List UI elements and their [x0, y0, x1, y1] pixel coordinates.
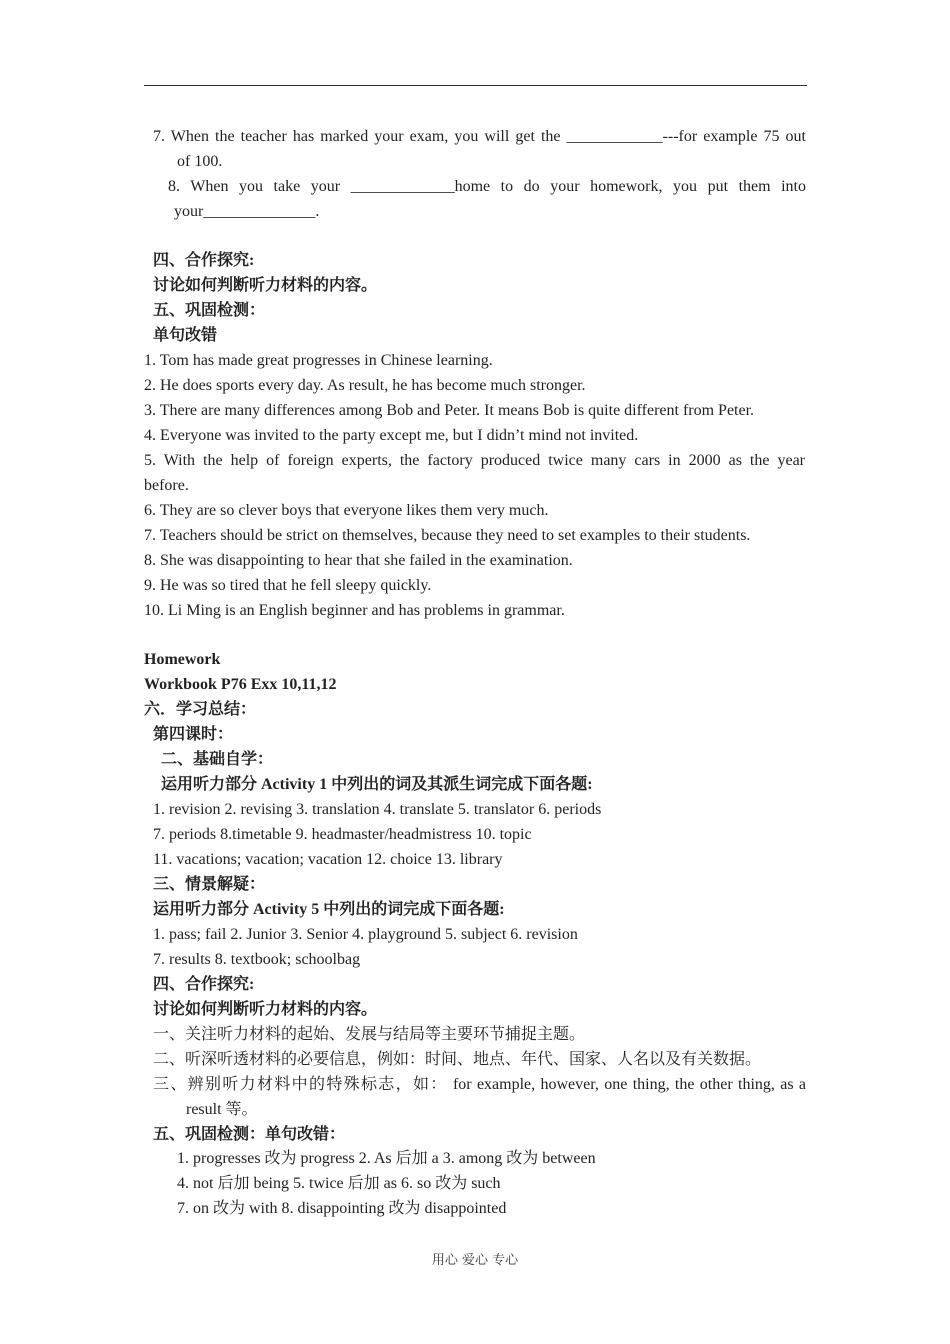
text-line: 9. He was so tired that he fell sleepy quickly.: [144, 577, 432, 594]
text-line: 单句改错: [153, 327, 218, 344]
page-footer: 用心 爱心 专心: [431, 1253, 519, 1268]
text-line: 4. Everyone was invited to the party except me, but I didn’t mind not invited.: [144, 427, 639, 444]
text-line: of 100.: [177, 153, 223, 170]
text-line: 运用听力部分 Activity 5 中列出的词完成下面各题:: [153, 901, 505, 918]
text-line: Homework: [144, 651, 221, 668]
text-line: 四、合作探究:: [153, 976, 255, 993]
text-line: 二、基础自学：: [161, 751, 274, 768]
text-line: 一、关注听力材料的起始、发展与结局等主要环节捕捉主题。: [153, 1026, 586, 1043]
text-line: 7. results 8. textbook; schoolbag: [153, 951, 361, 968]
text-line: result 等。: [186, 1101, 258, 1118]
text-line: 1. revision 2. revising 3. translation 4. translate 5. translator 6. periods: [153, 801, 602, 818]
text-line: 8. When you take your _____________home to do your homework, you put them into: [168, 178, 806, 195]
text-line: 7. When the teacher has marked your exam, you will get the ____________---for example 75 out: [153, 128, 806, 145]
text-line: 11. vacations; vacation; vacation 12. choice 13. library: [153, 851, 503, 868]
text-line: 7. Teachers should be strict on themselves, because they need to set examples to their students.: [144, 527, 751, 544]
text-line: 三、情景解疑：: [153, 876, 266, 893]
text-line: 五、巩固检测：: [153, 302, 266, 319]
text-line: 三、辨别听力材料中的特殊标志，如： for example, however, one thing, the other thing, as a: [153, 1076, 806, 1093]
text-line: 4. not 后加 being 5. twice 后加 as 6. so 改为 such: [177, 1175, 501, 1192]
text-line: 二、听深听透材料的必要信息，例如：时间、地点、年代、国家、人名以及有关数据。: [153, 1051, 762, 1068]
text-line: before.: [144, 477, 189, 494]
text-line: 讨论如何判断听力材料的内容。: [153, 277, 378, 294]
text-line: 1. progresses 改为 progress 2. As 后加 a 3. among 改为 between: [177, 1150, 596, 1167]
text-line: 第四课时：: [153, 726, 234, 743]
text-line: 3. There are many differences among Bob and Peter. It means Bob is quite different from Peter.: [144, 402, 755, 419]
text-line: 运用听力部分 Activity 1 中列出的词及其派生词完成下面各题:: [161, 776, 593, 793]
text-line: 8. She was disappointing to hear that she failed in the examination.: [144, 552, 573, 569]
text-line: Workbook P76 Exx 10,11,12: [144, 676, 337, 693]
text-line: 1. pass; fail 2. Junior 3. Senior 4. playground 5. subject 6. revision: [153, 926, 578, 943]
text-line: 10. Li Ming is an English beginner and has problems in grammar.: [144, 602, 565, 619]
text-line: 六．学习总结：: [144, 701, 257, 718]
text-line: your______________.: [174, 203, 320, 220]
text-line: 四、合作探究:: [153, 252, 255, 269]
text-line: 2. He does sports every day. As result, he has become much stronger.: [144, 377, 586, 394]
text-line: 五、巩固检测：单句改错：: [153, 1126, 346, 1143]
text-line: 5. With the help of foreign experts, the factory produced twice many cars in 2000 as the year: [144, 452, 805, 469]
text-line: 7. periods 8.timetable 9. headmaster/headmistress 10. topic: [153, 826, 532, 843]
text-line: 6. They are so clever boys that everyone likes them very much.: [144, 502, 549, 519]
header-rule: [144, 85, 807, 86]
text-line: 7. on 改为 with 8. disappointing 改为 disappointed: [177, 1200, 507, 1217]
text-line: 讨论如何判断听力材料的内容。: [153, 1001, 378, 1018]
text-line: 1. Tom has made great progresses in Chinese learning.: [144, 352, 493, 369]
